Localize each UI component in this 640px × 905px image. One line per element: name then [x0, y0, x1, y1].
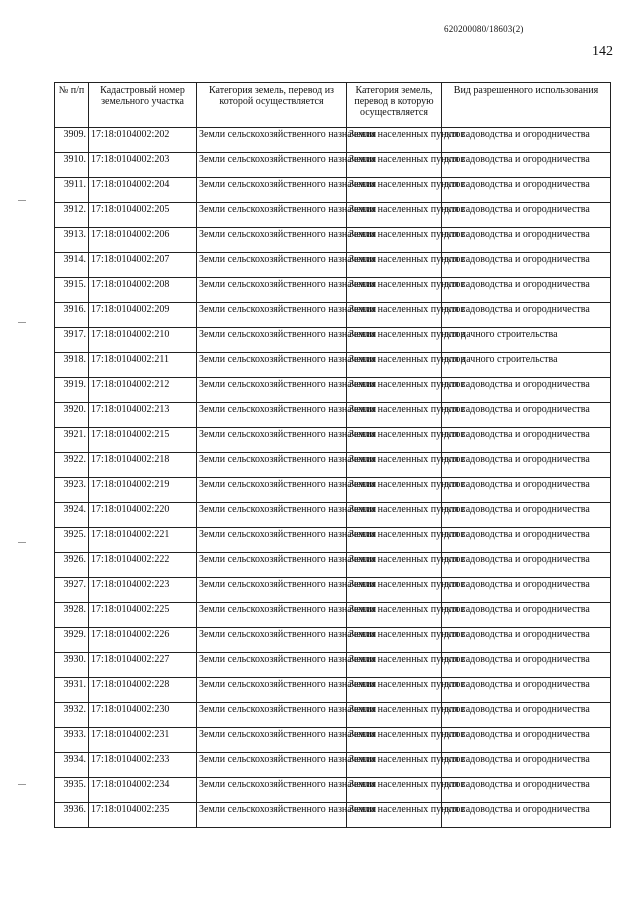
permitted-use: для садоводства и огородничества	[442, 153, 611, 178]
table-row	[55, 628, 611, 653]
margin-scan-mark	[18, 322, 26, 323]
cadastral-number: 17:18:0104002:203	[89, 153, 197, 178]
category-from: Земли сельскохозяйственного назначения	[197, 203, 347, 228]
table-row	[55, 653, 611, 678]
category-from: Земли сельскохозяйственного назначения	[197, 703, 347, 728]
permitted-use: для дачного строительства	[442, 353, 611, 378]
row-number: 3912.	[55, 203, 89, 228]
cadastral-number: 17:18:0104002:222	[89, 553, 197, 578]
category-from: Земли сельскохозяйственного назначения	[197, 628, 347, 653]
cadastral-number: 17:18:0104002:211	[89, 353, 197, 378]
table-row	[55, 278, 611, 303]
category-to: Земли населенных пунктов	[347, 453, 442, 478]
row-number: 3909.	[55, 128, 89, 153]
category-from: Земли сельскохозяйственного назначения	[197, 503, 347, 528]
row-number: 3936.	[55, 803, 89, 828]
row-number: 3910.	[55, 153, 89, 178]
permitted-use: для садоводства и огородничества	[442, 653, 611, 678]
permitted-use: для садоводства и огородничества	[442, 803, 611, 828]
table-row	[55, 303, 611, 328]
permitted-use: для садоводства и огородничества	[442, 228, 611, 253]
category-to: Земли населенных пунктов	[347, 153, 442, 178]
permitted-use: для садоводства и огородничества	[442, 478, 611, 503]
category-to: Земли населенных пунктов	[347, 803, 442, 828]
row-number: 3928.	[55, 603, 89, 628]
cadastral-number: 17:18:0104002:205	[89, 203, 197, 228]
row-number: 3934.	[55, 753, 89, 778]
row-number: 3931.	[55, 678, 89, 703]
cadastral-number: 17:18:0104002:219	[89, 478, 197, 503]
category-to: Земли населенных пунктов	[347, 328, 442, 353]
cadastral-number: 17:18:0104002:206	[89, 228, 197, 253]
category-from: Земли сельскохозяйственного назначения	[197, 378, 347, 403]
table-row	[55, 753, 611, 778]
cadastral-number: 17:18:0104002:209	[89, 303, 197, 328]
page-number: 142	[592, 44, 613, 59]
category-from: Земли сельскохозяйственного назначения	[197, 328, 347, 353]
row-number: 3922.	[55, 453, 89, 478]
permitted-use: для садоводства и огородничества	[442, 778, 611, 803]
permitted-use: для садоводства и огородничества	[442, 503, 611, 528]
row-number: 3921.	[55, 428, 89, 453]
cadastral-number: 17:18:0104002:212	[89, 378, 197, 403]
table-row	[55, 603, 611, 628]
row-number: 3913.	[55, 228, 89, 253]
permitted-use: для садоводства и огородничества	[442, 303, 611, 328]
cadastral-number: 17:18:0104002:208	[89, 278, 197, 303]
table-row	[55, 803, 611, 828]
category-from: Земли сельскохозяйственного назначения	[197, 778, 347, 803]
cadastral-number: 17:18:0104002:227	[89, 653, 197, 678]
category-from: Земли сельскохозяйственного назначения	[197, 553, 347, 578]
row-number: 3923.	[55, 478, 89, 503]
cadastral-number: 17:18:0104002:230	[89, 703, 197, 728]
permitted-use: для дачного строительства	[442, 328, 611, 353]
column-header-permitted-use: Вид разрешенного использования	[442, 83, 611, 128]
category-to: Земли населенных пунктов	[347, 728, 442, 753]
row-number: 3929.	[55, 628, 89, 653]
permitted-use: для садоводства и огородничества	[442, 453, 611, 478]
cadastral-number: 17:18:0104002:213	[89, 403, 197, 428]
cadastral-number: 17:18:0104002:218	[89, 453, 197, 478]
table-row	[55, 328, 611, 353]
category-from: Земли сельскохозяйственного назначения	[197, 228, 347, 253]
table-row	[55, 228, 611, 253]
category-to: Земли населенных пунктов	[347, 503, 442, 528]
category-to: Земли населенных пунктов	[347, 203, 442, 228]
table-row	[55, 153, 611, 178]
permitted-use: для садоводства и огородничества	[442, 603, 611, 628]
cadastral-number: 17:18:0104002:210	[89, 328, 197, 353]
cadastral-number: 17:18:0104002:215	[89, 428, 197, 453]
row-number: 3927.	[55, 578, 89, 603]
row-number: 3919.	[55, 378, 89, 403]
column-header-category-to: Категория земель, перевод в которую осуществляется	[347, 83, 442, 128]
permitted-use: для садоводства и огородничества	[442, 378, 611, 403]
row-number: 3924.	[55, 503, 89, 528]
cadastral-number: 17:18:0104002:204	[89, 178, 197, 203]
column-header-category-from: Категория земель, перевод из которой осуществляется	[197, 83, 347, 128]
table-row	[55, 128, 611, 153]
category-from: Земли сельскохозяйственного назначения	[197, 753, 347, 778]
category-from: Земли сельскохозяйственного назначения	[197, 678, 347, 703]
row-number: 3917.	[55, 328, 89, 353]
category-from: Земли сельскохозяйственного назначения	[197, 653, 347, 678]
category-from: Земли сельскохозяйственного назначения	[197, 303, 347, 328]
cadastral-number: 17:18:0104002:235	[89, 803, 197, 828]
cadastral-number: 17:18:0104002:225	[89, 603, 197, 628]
category-from: Земли сельскохозяйственного назначения	[197, 528, 347, 553]
category-to: Земли населенных пунктов	[347, 228, 442, 253]
table-row	[55, 678, 611, 703]
category-to: Земли населенных пунктов	[347, 128, 442, 153]
cadastral-number: 17:18:0104002:223	[89, 578, 197, 603]
table-header-row	[55, 83, 611, 128]
permitted-use: для садоводства и огородничества	[442, 403, 611, 428]
margin-scan-mark	[18, 542, 26, 543]
permitted-use: для садоводства и огородничества	[442, 253, 611, 278]
permitted-use: для садоводства и огородничества	[442, 278, 611, 303]
permitted-use: для садоводства и огородничества	[442, 553, 611, 578]
cadastral-number: 17:18:0104002:221	[89, 528, 197, 553]
category-to: Земли населенных пунктов	[347, 553, 442, 578]
table-row	[55, 203, 611, 228]
category-from: Земли сельскохозяйственного назначения	[197, 353, 347, 378]
margin-scan-mark	[18, 784, 26, 785]
row-number: 3914.	[55, 253, 89, 278]
row-number: 3935.	[55, 778, 89, 803]
row-number: 3932.	[55, 703, 89, 728]
row-number: 3925.	[55, 528, 89, 553]
cadastral-number: 17:18:0104002:226	[89, 628, 197, 653]
table-row	[55, 778, 611, 803]
row-number: 3915.	[55, 278, 89, 303]
row-number: 3930.	[55, 653, 89, 678]
table-row	[55, 428, 611, 453]
category-to: Земли населенных пунктов	[347, 703, 442, 728]
row-number: 3918.	[55, 353, 89, 378]
category-to: Земли населенных пунктов	[347, 178, 442, 203]
permitted-use: для садоводства и огородничества	[442, 728, 611, 753]
cadastral-number: 17:18:0104002:233	[89, 753, 197, 778]
table-body	[55, 128, 611, 828]
category-from: Земли сельскохозяйственного назначения	[197, 153, 347, 178]
permitted-use: для садоводства и огородничества	[442, 203, 611, 228]
category-to: Земли населенных пунктов	[347, 428, 442, 453]
category-to: Земли населенных пунктов	[347, 778, 442, 803]
table-row	[55, 478, 611, 503]
margin-scan-mark	[18, 200, 26, 201]
category-from: Земли сельскохозяйственного назначения	[197, 578, 347, 603]
cadastral-number: 17:18:0104002:207	[89, 253, 197, 278]
permitted-use: для садоводства и огородничества	[442, 528, 611, 553]
category-from: Земли сельскохозяйственного назначения	[197, 253, 347, 278]
table-row	[55, 728, 611, 753]
cadastral-number: 17:18:0104002:234	[89, 778, 197, 803]
permitted-use: для садоводства и огородничества	[442, 703, 611, 728]
category-from: Земли сельскохозяйственного назначения	[197, 278, 347, 303]
column-header-number: № п/п	[55, 83, 89, 128]
table-row	[55, 503, 611, 528]
category-to: Земли населенных пунктов	[347, 578, 442, 603]
permitted-use: для садоводства и огородничества	[442, 578, 611, 603]
table-row	[55, 403, 611, 428]
cadastral-number: 17:18:0104002:231	[89, 728, 197, 753]
permitted-use: для садоводства и огородничества	[442, 628, 611, 653]
category-to: Земли населенных пунктов	[347, 353, 442, 378]
cadastral-number: 17:18:0104002:228	[89, 678, 197, 703]
table-row	[55, 378, 611, 403]
category-from: Земли сельскохозяйственного назначения	[197, 803, 347, 828]
category-to: Земли населенных пунктов	[347, 278, 442, 303]
category-from: Земли сельскохозяйственного назначения	[197, 428, 347, 453]
cadastral-number: 17:18:0104002:202	[89, 128, 197, 153]
category-to: Земли населенных пунктов	[347, 628, 442, 653]
permitted-use: для садоводства и огородничества	[442, 128, 611, 153]
table-row	[55, 353, 611, 378]
category-from: Земли сельскохозяйственного назначения	[197, 128, 347, 153]
land-registry-table	[54, 82, 611, 828]
table-row	[55, 453, 611, 478]
row-number: 3933.	[55, 728, 89, 753]
row-number: 3916.	[55, 303, 89, 328]
category-from: Земли сельскохозяйственного назначения	[197, 403, 347, 428]
permitted-use: для садоводства и огородничества	[442, 428, 611, 453]
category-to: Земли населенных пунктов	[347, 253, 442, 278]
category-to: Земли населенных пунктов	[347, 478, 442, 503]
category-from: Земли сельскохозяйственного назначения	[197, 478, 347, 503]
category-to: Земли населенных пунктов	[347, 303, 442, 328]
permitted-use: для садоводства и огородничества	[442, 753, 611, 778]
row-number: 3920.	[55, 403, 89, 428]
category-to: Земли населенных пунктов	[347, 653, 442, 678]
row-number: 3911.	[55, 178, 89, 203]
table-row	[55, 528, 611, 553]
permitted-use: для садоводства и огородничества	[442, 178, 611, 203]
category-to: Земли населенных пунктов	[347, 603, 442, 628]
table-row	[55, 578, 611, 603]
category-to: Земли населенных пунктов	[347, 753, 442, 778]
row-number: 3926.	[55, 553, 89, 578]
category-from: Земли сельскохозяйственного назначения	[197, 728, 347, 753]
column-header-cadastral-number: Кадастровый номер земельного участка	[89, 83, 197, 128]
category-from: Земли сельскохозяйственного назначения	[197, 603, 347, 628]
category-to: Земли населенных пунктов	[347, 403, 442, 428]
category-to: Земли населенных пунктов	[347, 528, 442, 553]
table-row	[55, 253, 611, 278]
table-row	[55, 553, 611, 578]
cadastral-number: 17:18:0104002:220	[89, 503, 197, 528]
category-to: Земли населенных пунктов	[347, 678, 442, 703]
table-row	[55, 178, 611, 203]
category-to: Земли населенных пунктов	[347, 378, 442, 403]
category-from: Земли сельскохозяйственного назначения	[197, 453, 347, 478]
category-from: Земли сельскохозяйственного назначения	[197, 178, 347, 203]
table-row	[55, 703, 611, 728]
permitted-use: для садоводства и огородничества	[442, 678, 611, 703]
document-registration-number: 620200080/18603(2)	[444, 24, 524, 34]
